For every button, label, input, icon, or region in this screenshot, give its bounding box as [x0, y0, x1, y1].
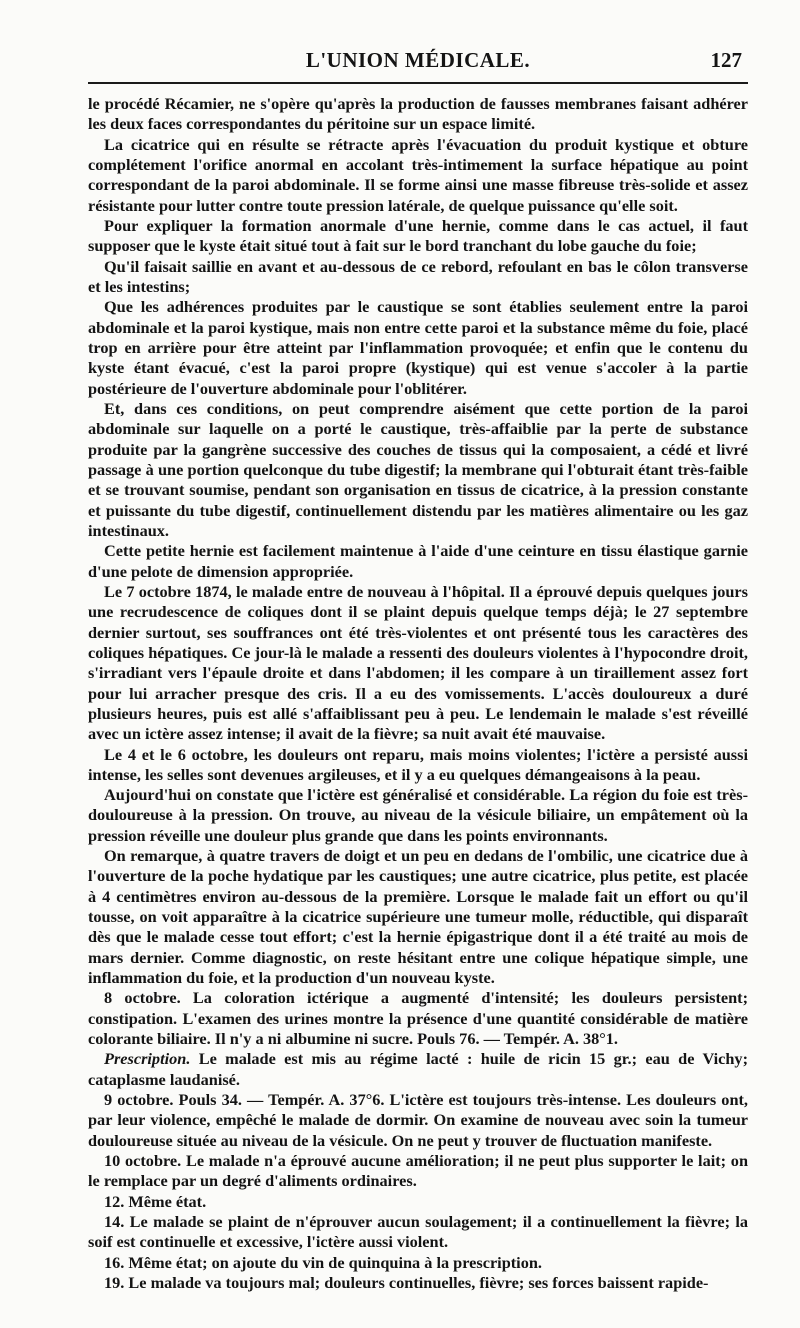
paragraph: 19. Le malade va toujours mal; douleurs continuelles, fièvre; ses forces baissent rapide- [104, 1273, 709, 1293]
article-body [88, 94, 748, 1293]
paragraph: Cette petite hernie est facilement maintenue à l'aide d'une ceinture en tissu élastique garnie d'une pelote de dimension appropriée. [88, 541, 748, 581]
header-rule [88, 82, 748, 84]
paragraph: 12. Même état. [104, 1191, 207, 1211]
paragraph: Qu'il faisait saillie en avant et au-dessous de ce rebord, refoulant en bas le côlon transverse et les intestins; [88, 256, 748, 296]
paragraph: 8 octobre. La coloration ictérique a augmenté d'intensité; les douleurs persistent; constipation. L'examen des urines montre la présence d'une quantité considérable de matière colorante biliaire. Il n'y a ni albumine ni sucre. Pouls 76. — Tempér. A. 38°1. [88, 988, 748, 1049]
paragraph: La cicatrice qui en résulte se rétracte après l'évacuation du produit kystique et obture complétement l'orifice anormal en accolant très-intimement la surface hépatique au point correspondant de la paroi abdominale. Il se forme ainsi une masse fibreuse très-solide et assez résistante pour lutter contre toute pression latérale, de quelque puissance qu'elle soit. [88, 134, 748, 215]
paragraph: Aujourd'hui on constate que l'ictère est généralisé et considérable. La région du foie est très-douloureuse à la pression. On trouve, au niveau de la vésicule biliaire, un empâtement où la pression réveille une douleur plus grande que dans les points environnants. [88, 785, 748, 845]
paragraph [88, 1049, 748, 1090]
paragraph: 16. Même état; on ajoute du vin de quinquina à la prescription. [104, 1252, 542, 1272]
paragraph: Et, dans ces conditions, on peut comprendre aisément que cette portion de la paroi abdominale sur laquelle on a porté le caustique, très-affaiblie par la perte de substance produite par la gangrène successive des couches de tissus qui la composaient, a cédé et livré passage à une portion quelconque du tube digestif; la membrane qui l'obturait étant très-faible et se trouvant soumise, pendant son organisation en tissus de cicatrice, à la pression constante et puissante du tube digestif, continuellement distendu par les matières alimentaire ou les gaz intestinaux. [88, 398, 748, 540]
paragraph: Que les adhérences produites par le caustique se sont établies seulement entre la paroi abdominale et la paroi kystique, mais non entre cette paroi et la substance même du foie, placé trop en arrière pour être atteint par l'inflammation provoquée; et enfin que le contenu du kyste étant évacué, c'est la paroi propre (kystique) qui est venue s'accoler à la partie postérieure de l'ouverture abdominale pour l'oblitérer. [88, 297, 748, 398]
prescription-text: Le malade est mis au régime lacté : huile de ricin 15 gr.; eau de Vichy; cataplasme laudanisé. [88, 1049, 748, 1089]
running-header [88, 46, 748, 76]
prescription-lead: Prescription. [104, 1049, 191, 1069]
paragraph: 9 octobre. Pouls 34. — Tempér. A. 37°6. L'ictère est toujours très-intense. Les douleurs ont, par leur violence, empêché le malade de dormir. On examine de nouveau avec soin la tumeur douloureuse située au niveau de la vésicule. On ne peut y trouver de fluctuation manifeste. [88, 1090, 748, 1150]
paragraph: le procédé Récamier, ne s'opère qu'après la production de fausses membranes faisant adhérer les deux faces correspondantes du péritoine sur un espace limité. [88, 94, 748, 134]
page-number: 127 [710, 48, 742, 72]
paragraph: Pour expliquer la formation anormale d'une hernie, comme dans le cas actuel, il faut supposer que le kyste était situé tout à fait sur le bord tranchant du lobe gauche du foie; [88, 215, 748, 256]
paragraph: Le 7 octobre 1874, le malade entre de nouveau à l'hôpital. Il a éprouvé depuis quelques jours une recrudescence de coliques dont il se plaint depuis quelque temps déjà; le 27 septembre dernier surtout, ses souffrances ont été très-violentes et ont présenté tous les caractères des coliques hépatiques. Ce jour-là le malade a ressenti des douleurs violentes à l'hypocondre droit, s'irradiant vers l'épaule droite et dans l'abdomen; il les compare à un tiraillement assez fort pour lui arracher presque des cris. Il a eu des vomissements. L'accès douloureux a duré plusieurs heures, puis est allé s'affaiblissant peu à peu. Le lendemain le malade s'est réveillé avec un ictère assez intense; il avait de la fièvre; sa nuit avait été mauvaise. [88, 581, 748, 744]
paragraph: 14. Le malade se plaint de n'éprouver aucun soulagement; il a continuellement la fièvre; la soif est continuelle et excessive, l'ictère aussi violent. [88, 1212, 748, 1252]
paragraph: 10 octobre. Le malade n'a éprouvé aucune amélioration; il ne peut plus supporter le lait; on le remplace par un degré d'aliments ordinaires. [88, 1151, 748, 1191]
running-title: L'UNION MÉDICALE. [305, 48, 531, 72]
paragraph: On remarque, à quatre travers de doigt et un peu en dedans de l'ombilic, une cicatrice due à l'ouverture de la poche hydatique par les caustiques; une autre cicatrice, plus petite, est placée à 4 centimètres environ au-dessous de la première. Lorsque le malade fait un effort ou qu'il tousse, on voit apparaître à la cicatrice supérieure une tumeur molle, réductible, qui disparaît dès que le malade cesse tout effort; c'est la hernie épigastrique dont il a été traité au mois de mars dernier. Comme diagnostic, on reste hésitant entre une colique hépatique simple, une inflammation du foie, et la production d'un nouveau kyste. [88, 846, 748, 988]
paragraph: Le 4 et le 6 octobre, les douleurs ont reparu, mais moins violentes; l'ictère a persisté aussi intense, les selles sont devenues argileuses, et il y a eu quelques démangeaisons à la peau. [88, 744, 748, 784]
